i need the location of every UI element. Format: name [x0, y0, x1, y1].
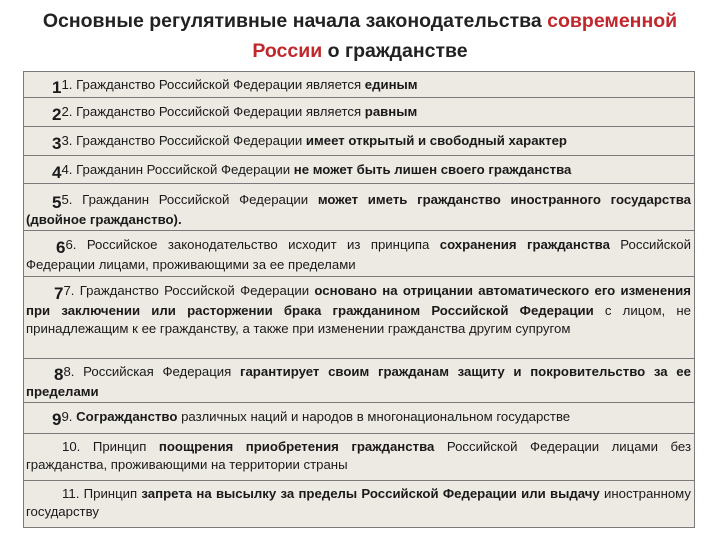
table-row [24, 156, 694, 184]
row-bold-text: может иметь гражданство иностранного государства (двойное гражданство). [26, 192, 691, 227]
row-bold-text: равным [364, 104, 418, 119]
row-text: иностранному государству [26, 486, 691, 519]
row-text: Российской Федерации лицами, проживающими за ее пределами [26, 237, 691, 272]
row-text: Гражданство Российской Федерации [76, 133, 306, 148]
title-part4: о гражданстве [327, 40, 468, 62]
page-title [0, 6, 720, 66]
row-prefix: 4. [61, 162, 77, 177]
row-prefix: 5. [61, 192, 83, 207]
row-prefix: 2. [61, 104, 77, 119]
row-number-overlay: 3 [52, 134, 62, 153]
row-bold-text: гарантирует своим гражданам защиту и покровительство за ее пределами [26, 364, 691, 399]
row-number-overlay: 1 [52, 78, 62, 97]
row-bold-text: Согражданство [76, 409, 178, 424]
row-text: Принцип [83, 486, 142, 501]
title-part3: России [252, 40, 323, 62]
row-prefix: 7. [63, 283, 80, 298]
row-number-overlay: 7 [54, 284, 64, 303]
row-text: Гражданство Российской Федерации является [76, 104, 365, 119]
table-row [24, 127, 694, 156]
row-number-overlay: 9 [52, 410, 62, 429]
row-text: с лицом, не принадлежащим к ее гражданству, а также при изменении гражданства другим супругом [26, 303, 692, 336]
row-prefix: 6. [65, 237, 87, 252]
row-text: различных наций и народов в многонациональном государстве [177, 409, 571, 424]
row-bold-text: единым [364, 77, 418, 92]
row-number-overlay: 6 [56, 238, 66, 257]
table-row [24, 277, 694, 359]
table-row [24, 72, 694, 98]
title-part1: Основные регулятивные начала законодательства [42, 10, 542, 32]
row-text: Российское законодательство исходит из принципа [86, 237, 440, 252]
row-bold-text: не может быть лишен своего гражданства [293, 162, 572, 177]
table-row [24, 359, 694, 403]
table-row [24, 184, 694, 231]
row-prefix: 9. [61, 409, 77, 424]
row-text: Принцип [92, 439, 159, 454]
row-text: Российской Федерации лицами без гражданства, проживающими на территории страны [26, 439, 691, 472]
table-row [24, 403, 694, 434]
row-text: Гражданство Российской Федерации [79, 283, 315, 298]
row-number-overlay: 4 [52, 163, 62, 182]
row-bold-text: основано на отрицании автоматического его изменения при заключении или расторжении брака гражданином Российской Федерации [26, 283, 691, 318]
principles-table [23, 71, 695, 528]
row-prefix: 11. [62, 486, 84, 501]
table-row [24, 98, 694, 127]
row-prefix: 10. [62, 439, 93, 454]
row-bold-text: имеет открытый и свободный характер [305, 133, 567, 148]
title-part2: современной [547, 10, 678, 32]
row-number-overlay: 8 [54, 365, 64, 384]
row-prefix: 8. [63, 364, 84, 379]
row-number-overlay: 2 [52, 105, 62, 124]
row-text: Российская Федерация [83, 364, 240, 379]
row-text: Гражданство Российской Федерации является [76, 77, 365, 92]
row-prefix: 3. [61, 133, 77, 148]
row-prefix: 1. [61, 77, 77, 92]
row-bold-text: запрета на высылку за пределы Российской Федерации или выдачу [141, 486, 600, 501]
row-number-overlay: 5 [52, 193, 62, 212]
row-bold-text: сохранения гражданства [439, 237, 610, 252]
table-row [24, 434, 694, 481]
table-row [24, 231, 694, 277]
table-row [24, 481, 694, 527]
row-text: Гражданин Российской Федерации [76, 162, 294, 177]
row-text: Гражданин Российской Федерации [82, 192, 318, 207]
row-bold-text: поощрения приобретения гражданства [158, 439, 435, 454]
